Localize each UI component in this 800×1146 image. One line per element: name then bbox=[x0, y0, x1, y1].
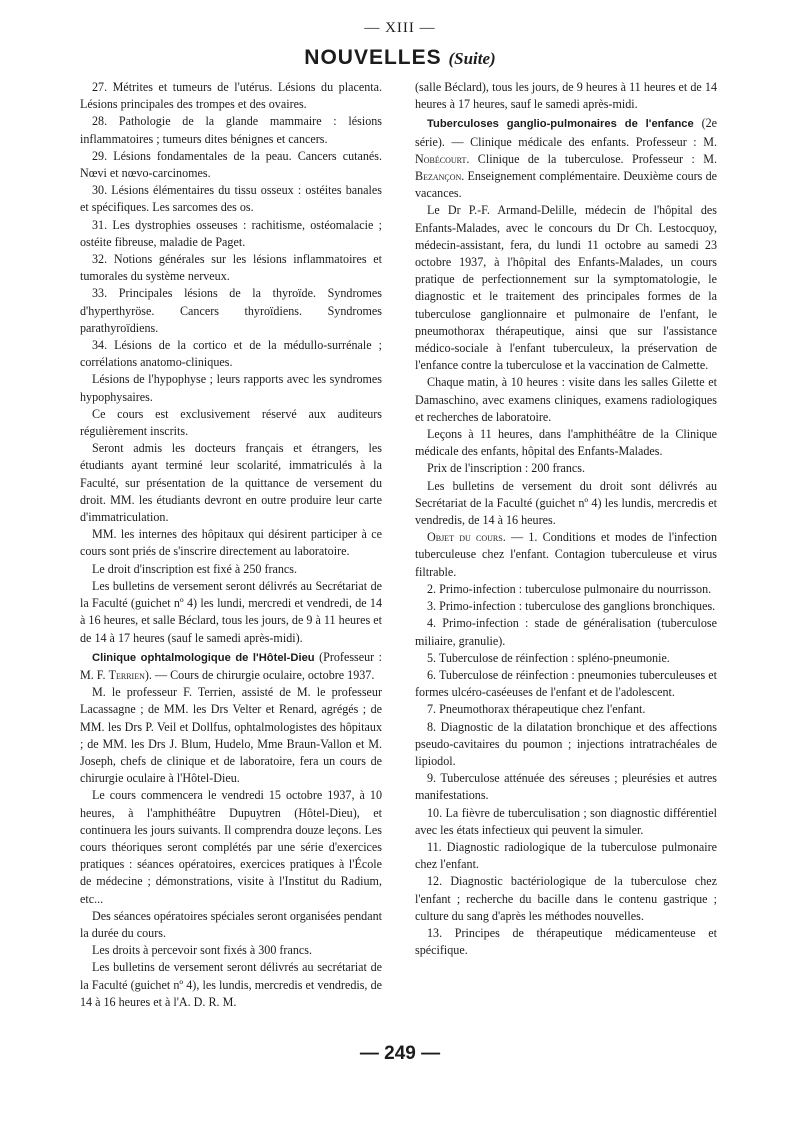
paragraph-reserve: Ce cours est exclusivement réservé aux auditeurs régulièrement inscrits. bbox=[80, 406, 382, 439]
section-tuberculoses bbox=[415, 115, 717, 202]
folio-page-number: — 249 — bbox=[359, 1043, 441, 1064]
paragraph-terrien: M. le professeur F. Terrien, assisté de M. le professeur Lacassagne ; de MM. les Drs Velter et Renard, agrégés ; de MM. les Drs P. Veil et Dollfus, ophtalmologistes des hôpitaux ; de MM. les Drs J. Blum, Hudelo, Mme Braun-Vallon et M. Joseph, chefs de clinique et de laboratoire, fera un cours de chirurgie oculaire à l'Hôtel-Dieu. bbox=[80, 685, 382, 786]
paragraph-armand-delille: Le Dr P.-F. Armand-Delille, médecin de l'hôpital des Enfants-Malades, avec le concours du Dr Ch. Lestocquoy, médecin-assistant, fera, du lundi 11 octobre au samedi 23 octobre 1937, à l'hôpital des Enfants-Malades, un cours pratique de perfectionnement sur la symptomatologie, le diagnostic et le traitement des principales formes de la tuberculose ganglionnaire et pulmonaire de l'enfant, le pneumothorax thérapeutique, ainsi que sur l'assistance médico-sociale à l'enfant tuberculeux, la préservation de l'enfance contre la tuberculose et la vaccination de Calmette. bbox=[415, 203, 717, 373]
paragraph-lecons: Leçons à 11 heures, dans l'amphithéâtre de la Clinique médicale des enfants, hôpital des Enfants-Malades. bbox=[415, 427, 717, 459]
paragraph-admission: Seront admis les docteurs français et étrangers, les étudiants ayant terminé leur scolarité, immatriculés à la Faculté, sur présentation de la quittance de versement du droit. MM. les étudiants devront en outre produire leur carte d'immatriculation. bbox=[80, 441, 382, 525]
list-item-28: 28. Pathologie de la glande mammaire : lésions inflammatoires ; tumeurs dites bénignes et cancers. bbox=[80, 114, 382, 146]
paragraph-droit-inscription: Le droit d'inscription est fixé à 250 francs. bbox=[92, 561, 298, 576]
objet-label: Objet du cours. bbox=[427, 530, 506, 545]
paragraph-seances: Des séances opératoires spéciales seront organisées pendant la durée du cours. bbox=[80, 908, 382, 940]
list-item-34: 34. Lésions de la cortico et de la médullo-surrénale ; corrélations anatomo-cliniques. bbox=[80, 338, 382, 370]
list-item-13: 13. Principes de thérapeutique médicamenteuse et spécifique. bbox=[415, 925, 717, 958]
paragraph-droits: Les droits à percevoir sont fixés à 300 francs. bbox=[92, 943, 312, 958]
list-item-27: 27. Métrites et tumeurs de l'utérus. Lésions du placenta. Lésions principales des trompes et des ovaires. bbox=[80, 80, 382, 112]
list-item-3: 3. Primo-infection : tuberculose des ganglions bronchiques. bbox=[427, 599, 716, 614]
list-item-9: 9. Tuberculose atténuée des séreuses ; pleurésies et autres manifestations. bbox=[415, 771, 717, 803]
list-item-8: 8. Diagnostic de la dilatation bronchique et des affections pseudo-cavitaires du poumon ; injections intratrachéales de lipiodol. bbox=[415, 719, 717, 768]
section-heading: Tuberculoses ganglio-pulmonaires de l'enfance bbox=[427, 118, 694, 131]
list-item-30: 30. Lésions élémentaires du tissu osseux : ostéites banales et spécifiques. Les sarcomes des os. bbox=[80, 183, 382, 215]
paragraph-chaque-matin: Chaque matin, à 10 heures : visite dans les salles Gilette et Damaschino, avec examens cliniques, examens radiologiques et recherches de laboratoire. bbox=[415, 375, 717, 424]
list-item-5: 5. Tuberculose de réinfection : spléno-pneumonie. bbox=[427, 650, 670, 665]
section-intro-b: . Clinique de la tuberculose. Professeur : M. bbox=[466, 151, 717, 166]
list-item-6: 6. Tuberculose de réinfection : pneumonies tuberculeuses et formes ulcéro-caséeuses de l'enfant et de l'adolescent. bbox=[415, 667, 717, 700]
section-clinique-ophtalmologique bbox=[80, 649, 382, 684]
list-item-2: 2. Primo-infection : tuberculose pulmonaire du nourrisson. bbox=[427, 581, 712, 596]
section-title: NOUVELLES bbox=[304, 46, 442, 69]
list-item-hypophyse: Lésions de l'hypophyse ; leurs rapports avec les syndromes hypophysaires. bbox=[80, 372, 382, 404]
section-intro-b: ). — Cours de chirurgie oculaire, octobre 1937. bbox=[144, 667, 375, 682]
right-column bbox=[415, 79, 717, 959]
roman-page-number: — XIII — bbox=[364, 20, 436, 36]
objet-text: — 1. Conditions et modes de l'infection tuberculeuse chez l'enfant. Contagion tuberculeuse et virus filtrable. bbox=[415, 530, 718, 579]
list-item-11: 11. Diagnostic radiologique de la tuberculose pulmonaire chez l'enfant. bbox=[415, 839, 717, 872]
list-item-31: 31. Les dystrophies osseuses : rachitisme, ostéomalacie ; ostéite fibreuse, maladie de Paget. bbox=[80, 217, 382, 249]
list-item-7: 7. Pneumothorax thérapeutique chez l'enfant. bbox=[427, 702, 646, 717]
professor-name: Terrien bbox=[108, 667, 145, 682]
paragraph-bulletins: Les bulletins de versement seront délivrés au Secrétariat de la Faculté (guichet nº 4) les lundi, mercredi et vendredi, de 14 à 16 heures, et salle Béclard, tous les jours, de 9 à 11 heures et de 14 à 17 heures (sauf le samedi après-midi). bbox=[80, 578, 382, 645]
list-item-33: 33. Principales lésions de la thyroïde. Syndromes d'hyperthyröse. Cancers thyroïdiens. Syndromes parathyroïdiens. bbox=[80, 286, 382, 335]
list-item-29: 29. Lésions fondamentales de la peau. Cancers cutanés. Nœvi et nœvo-carcinomes. bbox=[80, 148, 382, 181]
section-intro-c: . Enseignement complémentaire. Deuxième cours de vacances. bbox=[415, 169, 717, 201]
running-head bbox=[0, 46, 800, 70]
paragraph-prix: Prix de l'inscription : 200 francs. bbox=[427, 461, 586, 476]
section-heading: Clinique ophtalmologique de l'Hôtel-Dieu bbox=[92, 651, 315, 664]
list-item-4: 4. Primo-infection : stade de généralisation (tuberculose miliaire, granulie). bbox=[415, 616, 717, 648]
paragraph-continuation: (salle Béclard), tous les jours, de 9 heures à 11 heures et de 14 heures à 17 heures, sauf le samedi après-midi. bbox=[415, 80, 717, 112]
list-item-12: 12. Diagnostic bactériologique de la tuberculose chez l'enfant ; recherche du bacille dans le contenu gastrique ; culture du sang d'après les méthodes nouvelles. bbox=[415, 874, 717, 923]
professor-name-nobecourt: Nobécourt bbox=[415, 151, 467, 166]
section-intro-a: (Professeur : M. F. bbox=[80, 649, 382, 682]
list-item-32: 32. Notions générales sur les lésions inflammatoires et tumorales du système nerveux. bbox=[80, 252, 382, 284]
left-column bbox=[80, 79, 382, 1011]
paragraph-bulletins: Les bulletins de versement du droit sont délivrés au Secrétariat de la Faculté (guichet nº 4) les lundis, mercredis et vendredis, de 14 à 16 heures. bbox=[415, 478, 717, 528]
professor-name-bezancon: Bezançon bbox=[415, 169, 462, 184]
paragraph-commencera: Le cours commencera le vendredi 15 octobre 1937, à 10 heures, à l'amphithéâtre Dupuytren (Hôtel-Dieu), et continuera les jours suivants. Il comprendra douze leçons. Les cours théoriques seront complétés par une série d'exercices pratiques : séances opératoires, exercices pratiques à l'École de médecine ; démonstrations, visite à l'Institut du Radium, etc... bbox=[80, 788, 382, 906]
objet-du-cours bbox=[415, 529, 717, 581]
list-item-10: 10. La fièvre de tuberculisation ; son diagnostic différentiel avec les états infectieux qui peuvent la simuler. bbox=[415, 805, 717, 837]
section-suite: (Suite) bbox=[448, 49, 496, 68]
paragraph-internes: MM. les internes des hôpitaux qui désirent participer à ce cours sont priés de s'inscrire directement au laboratoire. bbox=[80, 527, 382, 559]
paragraph-bulletins-secretariat: Les bulletins de versement seront délivrés au secrétariat de la Faculté (guichet nº 4), les lundis, mercredis et vendredis, de 14 à 16 heures et à l'A. D. R. M. bbox=[80, 960, 382, 1009]
section-intro-a: (2e série). — Clinique médicale des enfants. Professeur : M. bbox=[415, 116, 718, 149]
